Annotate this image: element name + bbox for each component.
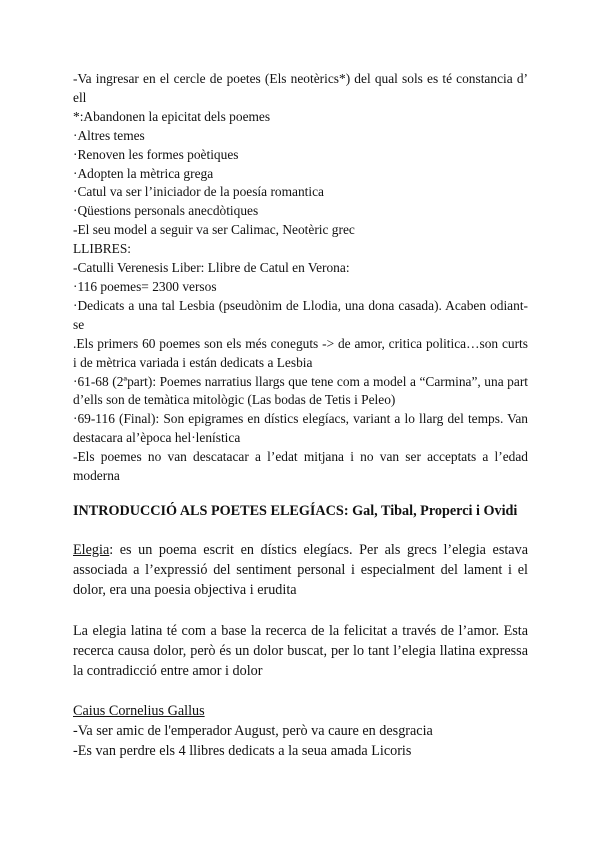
elegia-latina-paragraph bbox=[73, 621, 528, 682]
catul-notes bbox=[73, 70, 528, 486]
note-paragraph: *:Abandonen la epicitat dels poemes bbox=[73, 108, 271, 124]
gallus-section bbox=[73, 701, 528, 762]
gallus-point: -Va ser amic de l'emperador August, però va caure en desgracia bbox=[73, 723, 433, 740]
note-paragraph: -El seu model a seguir va ser Calimac, Neotèric grec bbox=[73, 222, 355, 238]
elegia-definition bbox=[73, 540, 528, 601]
note-paragraph: ·Altres temes bbox=[73, 127, 145, 143]
gallus-point: -Es van perdre els 4 llibres dedicats a la seua amada Licoris bbox=[73, 743, 412, 760]
note-paragraph: ·Adopten la mètrica grega bbox=[73, 165, 214, 181]
note-paragraph: ·Catul va ser l’iniciador de la poesía romantica bbox=[73, 184, 324, 200]
note-paragraph: ·Dedicats a una tal Lesbia (pseudònim de Llodia, una dona casada). Acaben odiant-se bbox=[73, 297, 528, 332]
note-paragraph: ·116 poemes= 2300 versos bbox=[73, 278, 217, 294]
note-paragraph: ·Qüestions personals anecdòtiques bbox=[73, 203, 259, 219]
note-paragraph: ·61-68 (2ªpart): Poemes narratius llargs que tene com a model a “Carmina”, una part d’ells son de temàtica mitològic (Las bodas de Tetis i Peleo) bbox=[73, 373, 528, 408]
latina-text: La elegia latina té com a base la recerca de la felicitat a través de l’amor. Esta recerca causa dolor, però és un dolor buscat, per lo tant l’elegia llatina expressa la contradicció entre amor i dolor bbox=[73, 623, 528, 680]
section-heading: INTRODUCCIÓ ALS POETES ELEGÍACS: Gal, Tibal, Properci i Ovidi bbox=[73, 503, 518, 519]
gallus-title: Caius Cornelius Gallus bbox=[73, 703, 205, 719]
note-paragraph: -Va ingresar en el cercle de poetes (Els neotèrics*) del qual sols es té constancia d’ ell bbox=[73, 71, 528, 105]
note-paragraph: ·69-116 (Final): Son epigrames en dístics elegíacs, variant a lo llarg del temps. Van destacara al’època hel·lenística bbox=[73, 411, 528, 446]
note-paragraph: -Els poemes no van descatacar a l’edat mitjana i no van ser acceptats a l’edad moderna bbox=[73, 449, 528, 484]
note-paragraph: -Catulli Verenesis Liber: Llibre de Catul en Verona: bbox=[73, 260, 350, 276]
elegia-term: Elegia bbox=[73, 542, 110, 558]
note-paragraph: .Els primers 60 poemes son els més coneguts -> de amor, critica politica…son curts i de mètrica variada i están dedicats a Lesbia bbox=[73, 335, 528, 370]
llibres-label: LLIBRES: bbox=[73, 241, 132, 257]
elegia-text: : es un poema escrit en dístics elegíacs. Per als grecs l’elegia estava associada a l’expressió del sentiment personal i especialment del lament i el dolor, era una poesia objectiva i erudita bbox=[73, 542, 528, 599]
note-paragraph: ·Renoven les formes poètiques bbox=[73, 146, 239, 162]
